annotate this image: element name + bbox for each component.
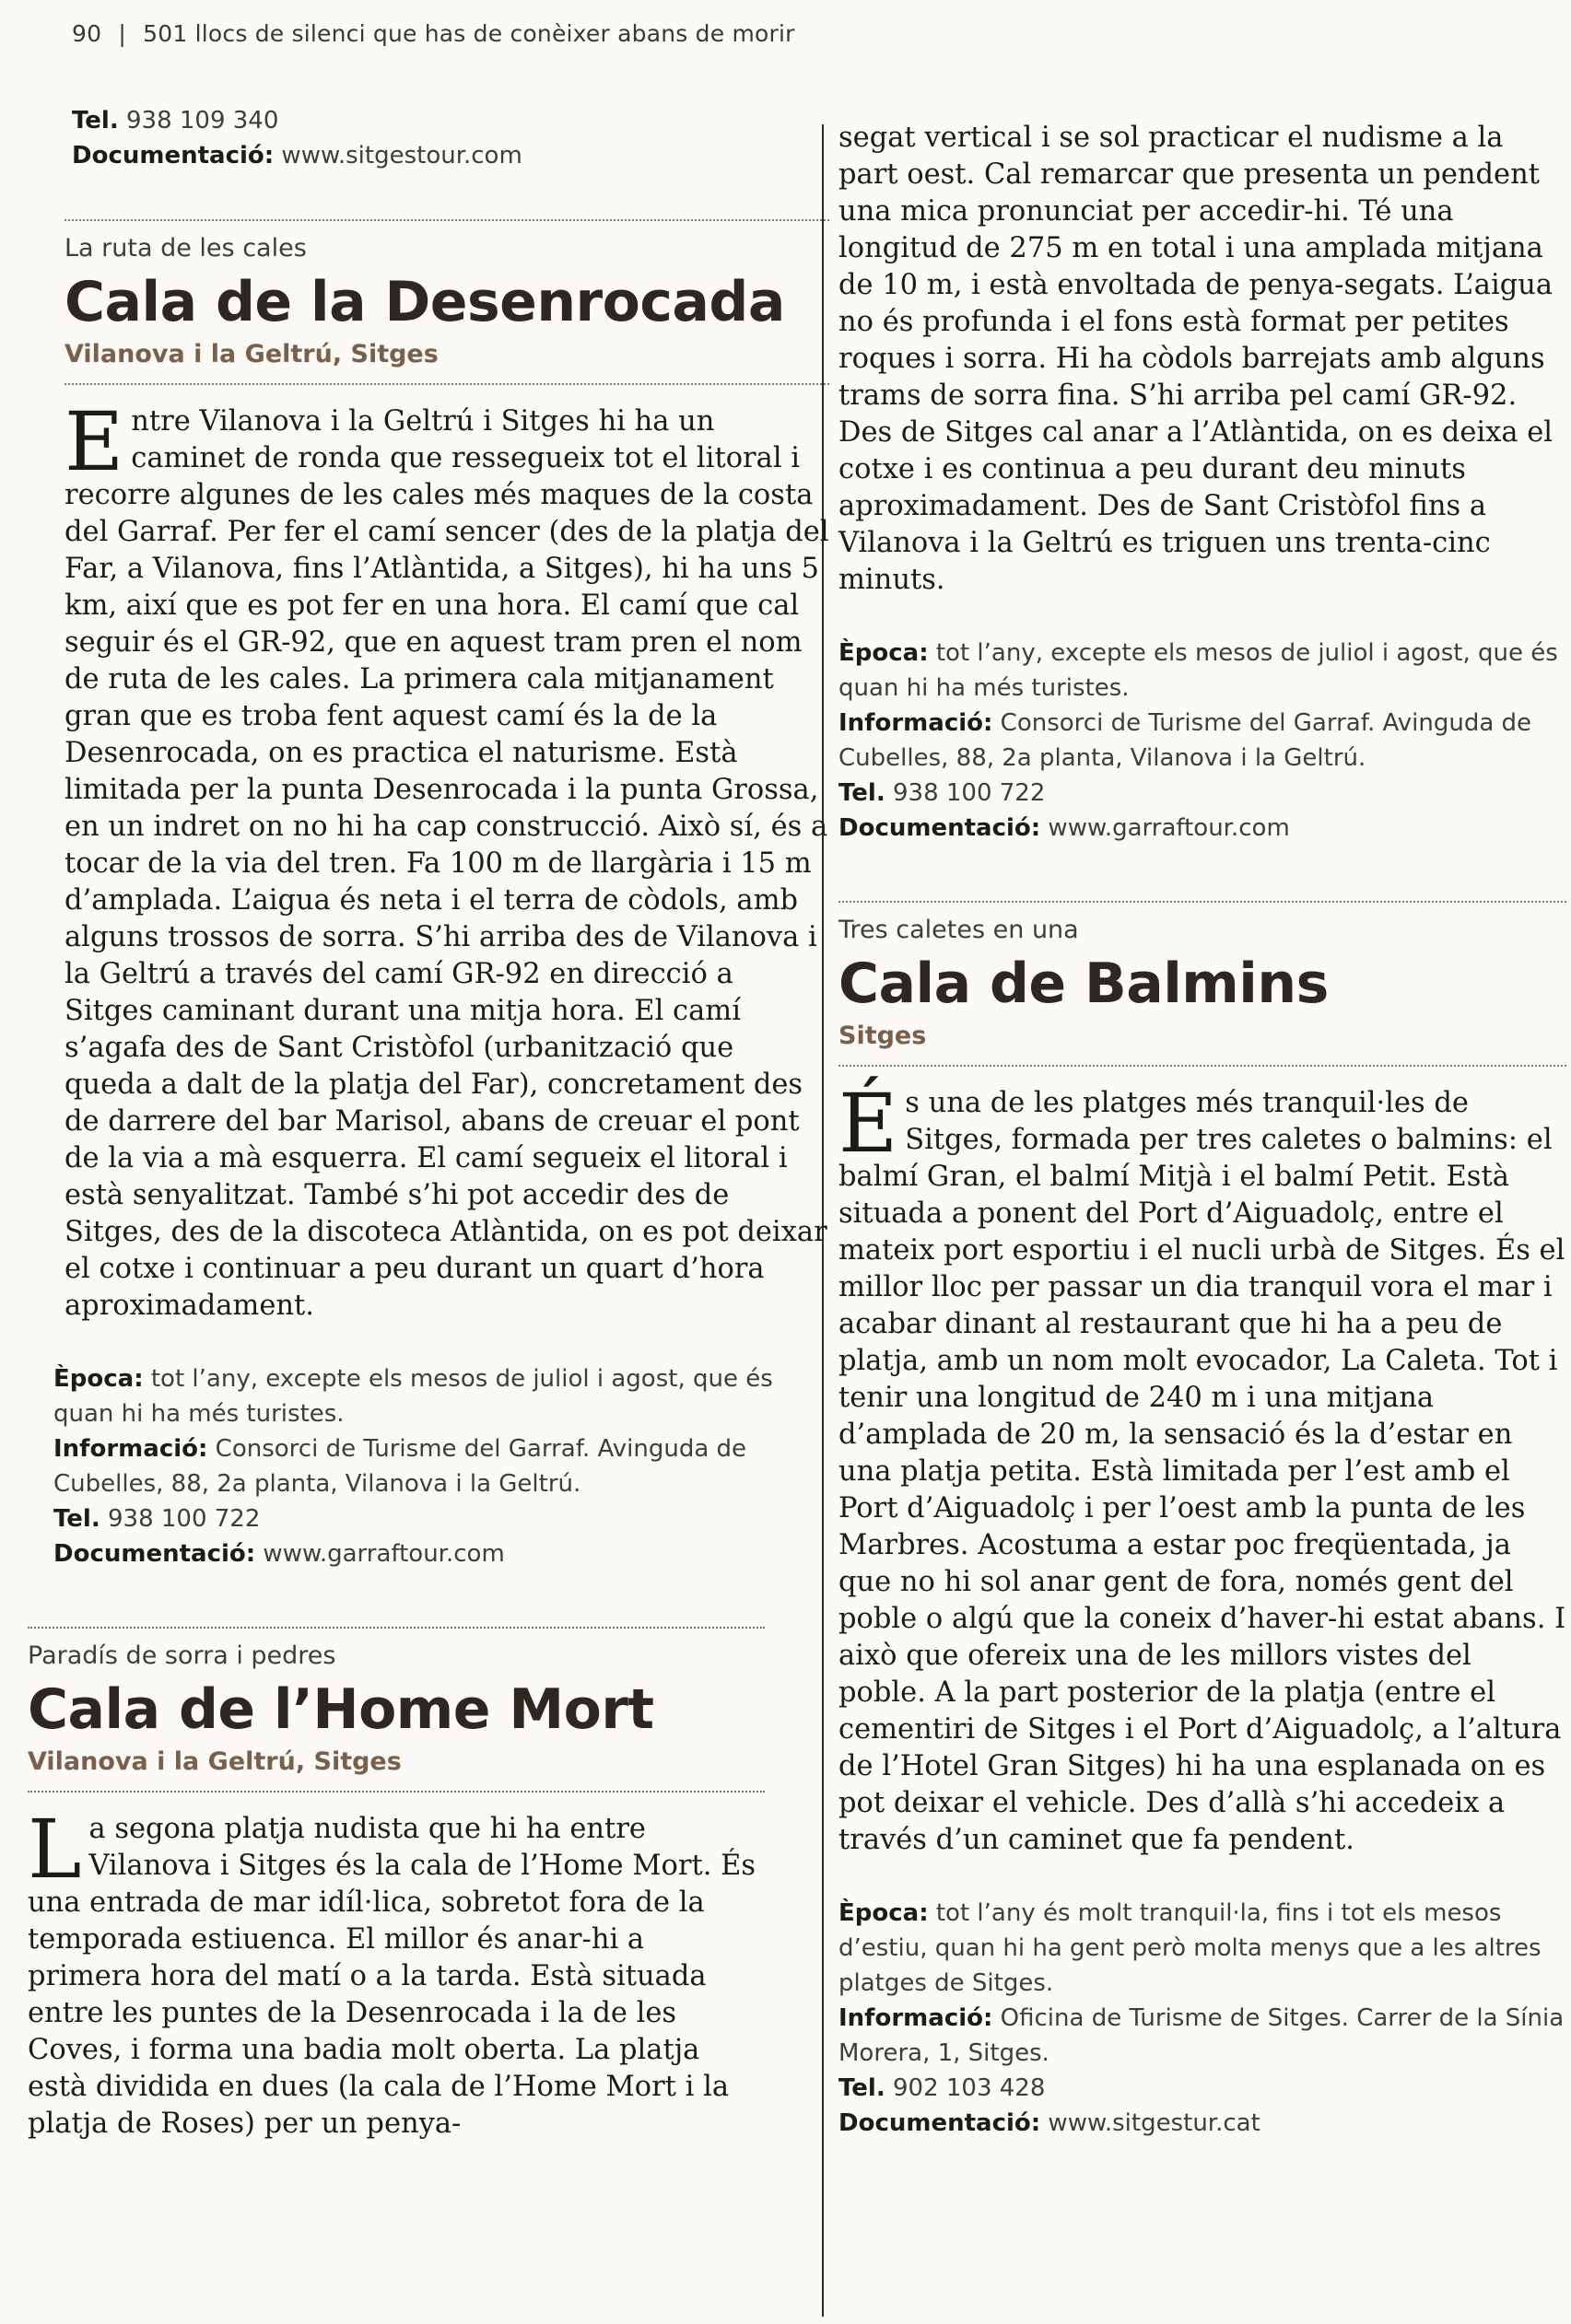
doc-link[interactable]: www.sitgestur.cat (1040, 2109, 1260, 2137)
section-desenrocada (28, 219, 829, 1571)
left-column (28, 103, 829, 2143)
section-body-continued: segat vertical i se sol practicar el nudisme a la part oest. Cal remarcar que presenta un pendent una mica pronunciat per accedir-hi. Té una longitud de 275 m en total i una amplada mitjana de 10 m, i està envoltada de penya-segats. L’aigua no és profunda i el fons està format per petites roques i sorra. Hi ha còdols barrejats amb alguns trams de sorra fina. S’hi arriba pel camí GR-92. Des de Sitges cal anar a l’Atlàntida, on es deixa el cotxe i es continua a peu durant deu minuts aproximadament. Des de Sant Cristòfol fins a Vilanova i la Geltrú es triguen uns trenta-cinc minuts. (838, 122, 1553, 596)
section-rule (28, 1791, 765, 1793)
section-title: Cala de Balmins (838, 952, 1329, 1016)
section-body: La segona platja nudista que hi ha entre Vilanova i Sitges és la cala de l’Home Mort. És una entrada de mar idíl·lica, sobretot fora de la temporada estiuenca. El millor és anar-hi a primera hora del matí o a la tarda. Està situada entre les puntes de la Desenrocada i la de les Coves, i forma una badia molt oberta. La platja està dividida en dues (la cala de l’Home Mort i la platja de Roses) per un penya- (28, 1802, 756, 2140)
drop-cap: E (64, 394, 124, 489)
right-column (838, 120, 1566, 2141)
top-info: Tel. 938 109 340 Documentació: www.sitgestour.com (72, 107, 522, 169)
section-info: Època: tot l’any és molt tranquil·la, fins i tot els mesos d’estiu, quan hi ha gent però molta menys que a les altres platges de Sitges. Informació: Oficina de Turisme de Sitges. Carrer de la Sínia Morera, 1, Sitges. Tel. 902 103 428 Documentació: www.sitgestur.cat (838, 1899, 1565, 2137)
section-rule (838, 1065, 1566, 1067)
doc-link[interactable]: www.garraftour.com (255, 1540, 505, 1568)
section-title: Cala de la Desenrocada (64, 270, 785, 334)
section-rule (838, 901, 1566, 903)
section-kicker: Paradís de sorra i pedres (28, 1641, 336, 1670)
running-head (72, 20, 795, 47)
section-location: Sitges (838, 1022, 927, 1050)
book-title: 501 llocs de silenci que has de conèixer abans de morir (143, 20, 795, 47)
doc-link[interactable]: www.sitgestour.com (274, 142, 522, 169)
section-kicker: Tres caletes en una (838, 916, 1079, 944)
section-kicker: La ruta de les cales (64, 234, 307, 263)
section-rule (64, 383, 829, 385)
section-title: Cala de l’Home Mort (28, 1677, 654, 1742)
drop-cap: L (28, 1802, 82, 1897)
section-balmins (838, 901, 1566, 2141)
doc-link[interactable]: www.garraftour.com (1040, 814, 1290, 842)
section-info: Època: tot l’any, excepte els mesos de juliol i agost, que és quan hi ha més turistes. Informació: Consorci de Turisme del Garraf. Avinguda de Cubelles, 88, 2a planta, Vilanova i la Geltrú. Tel. 938 100 722 Documentació: www.garraftour.com (838, 639, 1558, 842)
drop-cap: É (838, 1076, 898, 1171)
section-info: Època: tot l’any, excepte els mesos de juliol i agost, que és quan hi ha més turistes. Informació: Consorci de Turisme del Garraf. Avinguda de Cubelles, 88, 2a planta, Vilanova i la Geltrú. Tel. 938 100 722 Documentació: www.garraftour.com (53, 1365, 773, 1568)
section-location: Vilanova i la Geltrú, Sitges (64, 340, 439, 368)
section-rule (64, 219, 829, 221)
section-home-mort (28, 1627, 765, 2143)
section-body: És una de les platges més tranquil·les de Sitges, formada per tres caletes o balmins: el balmí Gran, el balmí Mitjà i el balmí Petit. Està situada a ponent del Port d’Aiguadolç, entre el mateix port esportiu i el nucli urbà de Sitges. És el millor lloc per passar un dia tranquil vora el mar i acabar dinant al restaurant que hi ha a peu de platja, amb un nom molt evocador, La Caleta. Tot i tenir una longitud de 240 m i una mitjana d’amplada de 20 m, la sensació és la d’estar en una platja petita. Està limitada per l’est amb el Port d’Aiguadolç i per l’oest amb la punta de les Marbres. Acostuma a estar poc freqüentada, ja que no hi sol anar gent de fora, només gent del poble o algú que la coneix d’haver-hi estat abans. I això que ofereix una de les millors vistes del poble. A la part posterior de la platja (entre el cementiri de Sitges i el Port d’Aiguadolç, a l’altura de l’Hotel Gran Sitges) hi ha una esplanada on es pot deixar el vehicle. Des d’allà s’hi accedeix a través d’un caminet que fa pendent. (838, 1076, 1566, 1856)
section-location: Vilanova i la Geltrú, Sitges (28, 1747, 402, 1776)
section-rule (28, 1627, 765, 1629)
section-body: Entre Vilanova i la Geltrú i Sitges hi ha un caminet de ronda que ressegueix tot el litoral i recorre algunes de les cales més maques de la costa del Garraf. Per fer el camí sencer (des de la platja del Far, a Vilanova, fins l’Atlàntida, a Sitges), hi ha uns 5 km, així que es pot fer en una hora. El camí que cal seguir és el GR-92, que en aquest tram pren el nom de ruta de les cales. La primera cala mitjanament gran que es troba fent aquest camí és la de la Desenrocada, on es practica el naturisme. Està limitada per la punta Desenrocada i la punta Grossa, en un indret on no hi ha cap construcció. Això sí, és a tocar de la via del tren. Fa 100 m de llargària i 15 m d’amplada. L’aigua és neta i el terra de còdols, amb alguns trossos de sorra. S’hi arriba des de Vilanova i la Geltrú a través del camí GR-92 en direcció a Sitges caminant durant una mitja hora. El camí s’agafa des de Sant Cristòfol (urbanització que queda a dalt de la platja del Far), concretament des de darrere del bar Marisol, abans de creuar el pont de la via a mà esquerra. El camí segueix el litoral i està senyalitzat. També s’hi pot accedir des de Sitges, des de la discoteca Atlàntida, on es pot deixar el cotxe i continuar a peu durant un quart d’hora aproximadament. (64, 394, 829, 1322)
page-number: 90 (72, 20, 102, 47)
header-separator: | (118, 20, 126, 47)
